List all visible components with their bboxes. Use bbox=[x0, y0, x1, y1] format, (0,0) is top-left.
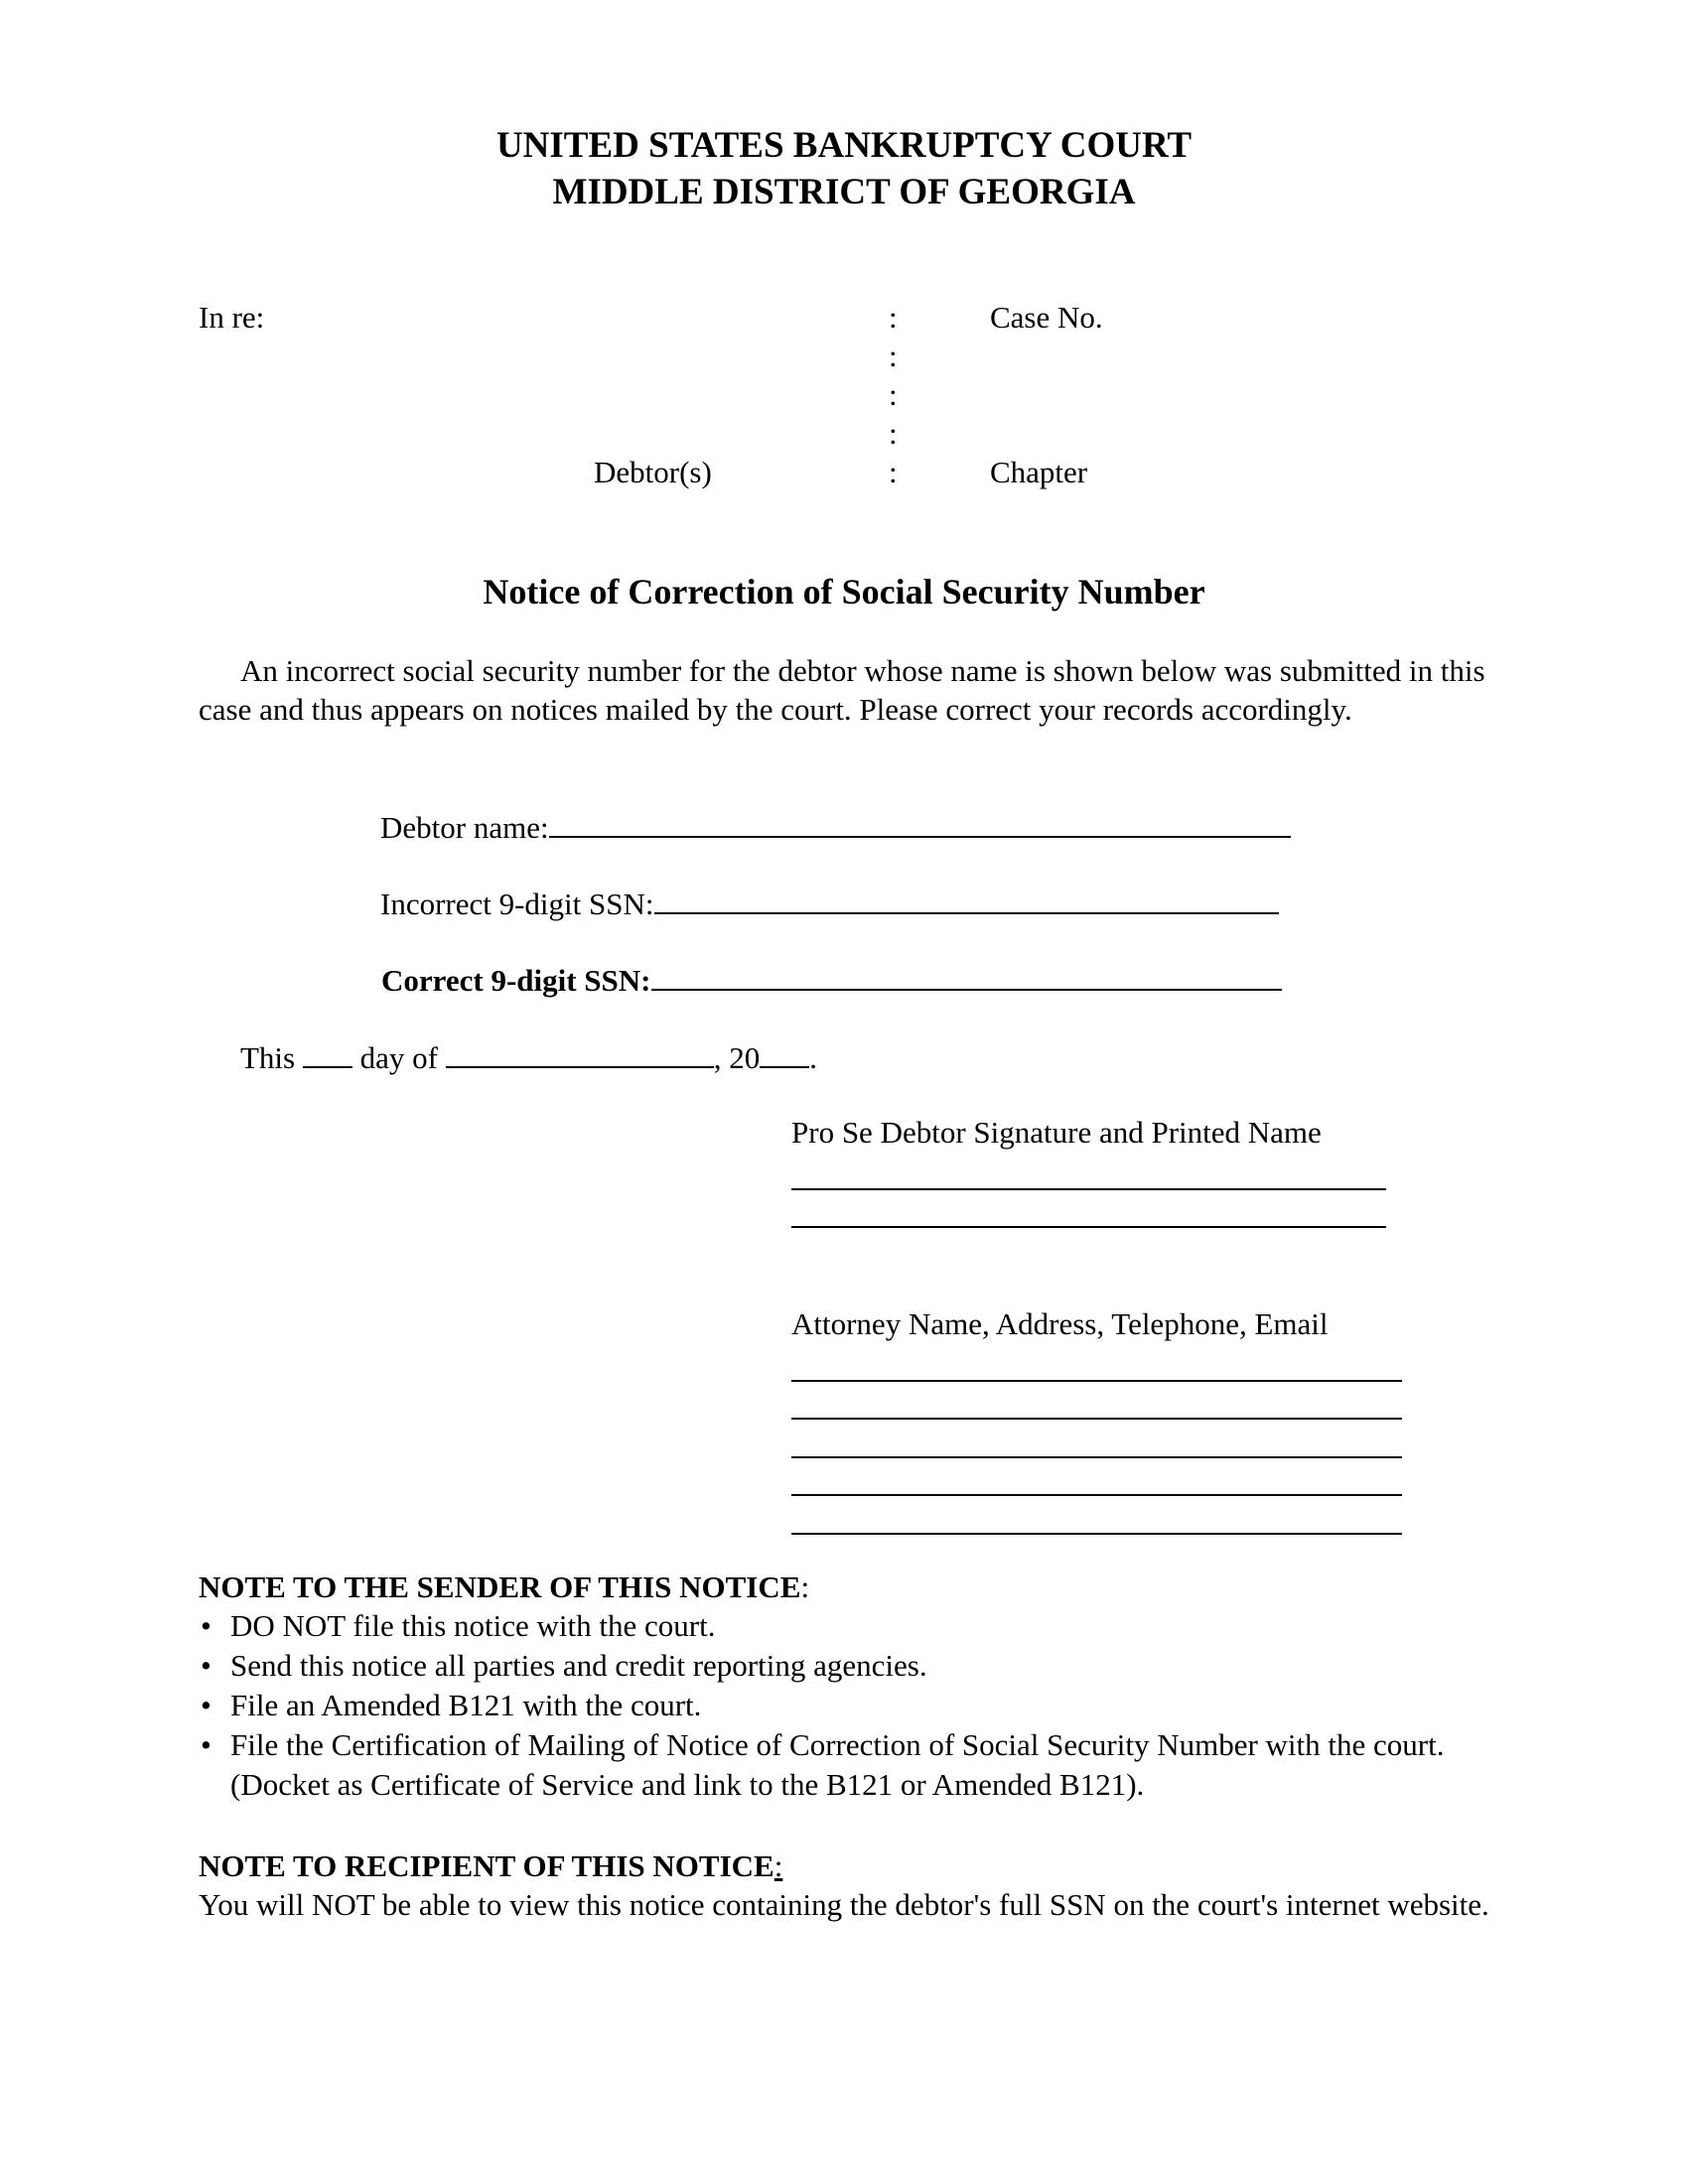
year-field[interactable] bbox=[760, 1036, 809, 1068]
sender-note-heading-text: NOTE TO THE SENDER OF THIS NOTICE bbox=[199, 1570, 801, 1604]
caption-colon: : bbox=[889, 300, 898, 335]
pro-se-signature-line[interactable] bbox=[791, 1188, 1386, 1190]
month-field[interactable] bbox=[446, 1036, 714, 1068]
attorney-line[interactable] bbox=[791, 1380, 1402, 1382]
list-item: • File the Certification of Mailing of Notice of Correction of Social Security Number with the court. (Docket as Certificate of Service and link to the B121 or Amended B121). bbox=[199, 1725, 1489, 1805]
attorney-line[interactable] bbox=[791, 1494, 1402, 1496]
recipient-note-colon: : bbox=[774, 1848, 783, 1883]
incorrect-ssn-field[interactable] bbox=[654, 883, 1279, 914]
date-period: . bbox=[809, 1040, 817, 1075]
debtor-name-label: Debtor name: bbox=[380, 810, 549, 845]
attorney-info-label: Attorney Name, Address, Telephone, Email bbox=[791, 1306, 1329, 1341]
sender-note-heading bbox=[199, 1568, 809, 1606]
attorney-line[interactable] bbox=[791, 1456, 1402, 1458]
recipient-note-heading bbox=[199, 1846, 782, 1885]
correct-ssn-row bbox=[381, 959, 1282, 1000]
pro-se-printed-name-line[interactable] bbox=[791, 1226, 1386, 1228]
incorrect-ssn-row bbox=[380, 883, 1279, 923]
court-district: MIDDLE DISTRICT OF GEORGIA bbox=[552, 172, 1136, 212]
court-name: UNITED STATES BANKRUPTCY COURT bbox=[495, 125, 1193, 166]
recipient-note-body: You will NOT be able to view this notice containing the debtor's full SSN on the court's internet website. bbox=[199, 1887, 1489, 1922]
day-field[interactable] bbox=[303, 1036, 352, 1068]
list-item: • File an Amended B121 with the court. bbox=[199, 1686, 1489, 1725]
attorney-line[interactable] bbox=[791, 1533, 1402, 1535]
date-line bbox=[240, 1036, 817, 1077]
caption-colon: : bbox=[889, 416, 898, 451]
attorney-line[interactable] bbox=[791, 1418, 1402, 1420]
date-day-of-label: day of bbox=[359, 1040, 438, 1075]
case-number-label: Case No. bbox=[990, 300, 1103, 335]
sender-note-list bbox=[199, 1606, 1489, 1805]
debtor-name-row bbox=[380, 806, 1291, 847]
list-item: • DO NOT file this notice with the court. bbox=[199, 1606, 1489, 1646]
notice-title: Notice of Correction of Social Security Number bbox=[483, 572, 1205, 612]
date-year-prefix: , 20 bbox=[713, 1040, 761, 1075]
caption-colon: : bbox=[889, 377, 898, 412]
caption-colon: : bbox=[889, 339, 898, 373]
list-item: • Send this notice all parties and credit reporting agencies. bbox=[199, 1646, 1489, 1686]
date-this-label: This bbox=[240, 1040, 296, 1075]
sender-note-colon: : bbox=[800, 1570, 810, 1604]
chapter-label: Chapter bbox=[990, 455, 1088, 489]
notice-body: An incorrect social security number for the debtor whose name is shown below was submitted in this case and thus appears on notices mailed by the court. Please correct your records accordingly. bbox=[199, 653, 1485, 727]
incorrect-ssn-label: Incorrect 9-digit SSN: bbox=[380, 887, 654, 921]
caption-colon: : bbox=[889, 455, 898, 489]
pro-se-signature-label: Pro Se Debtor Signature and Printed Name bbox=[791, 1115, 1322, 1150]
debtor-name-field[interactable] bbox=[549, 806, 1291, 838]
correct-ssn-label: Correct 9-digit SSN: bbox=[381, 963, 651, 998]
debtors-label: Debtor(s) bbox=[594, 455, 712, 489]
recipient-note-heading-text: NOTE TO RECIPIENT OF THIS NOTICE bbox=[199, 1848, 774, 1883]
in-re-label: In re: bbox=[199, 300, 265, 335]
correct-ssn-field[interactable] bbox=[651, 959, 1282, 991]
